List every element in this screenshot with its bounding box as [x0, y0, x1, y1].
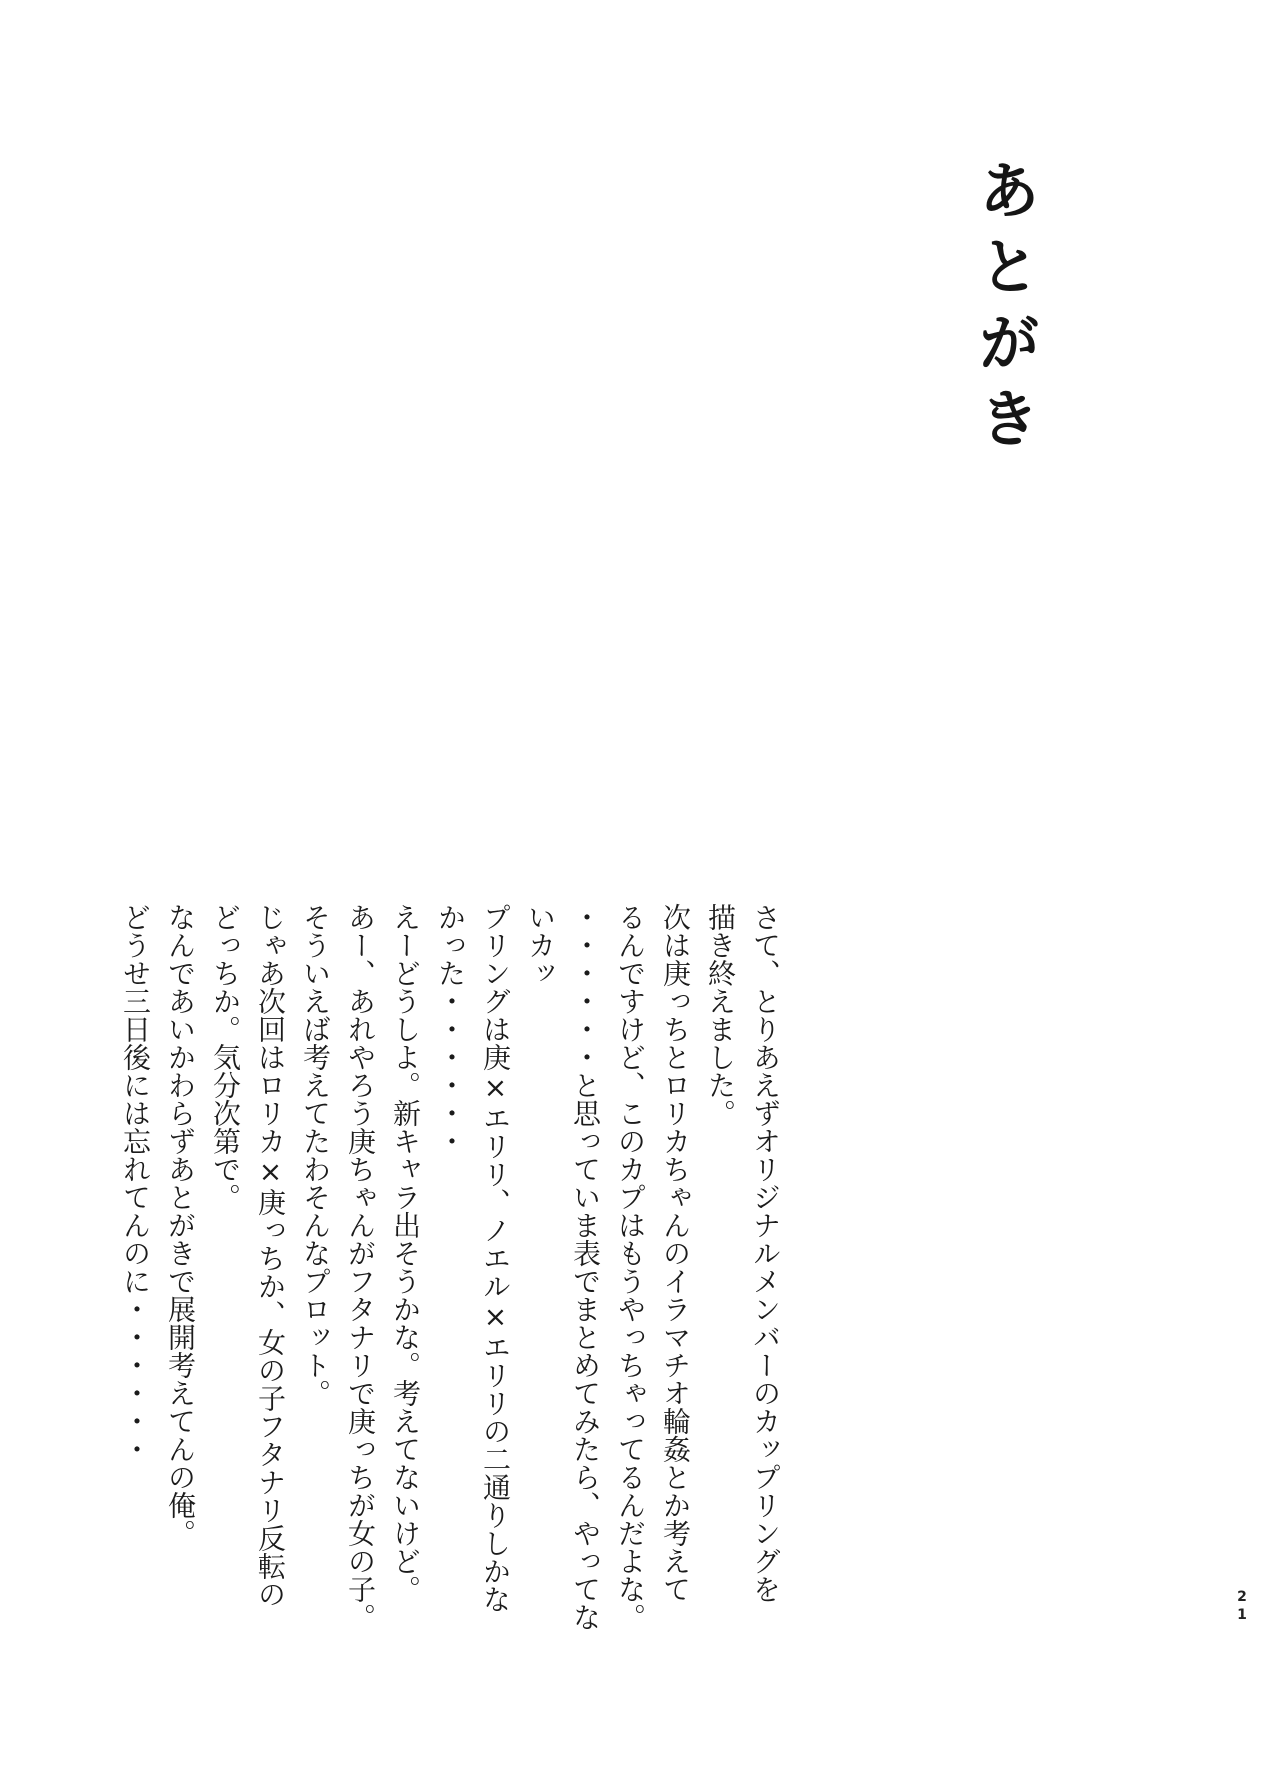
- body-line: どうせ三日後には忘れてんのに・・・・・・: [119, 903, 152, 1463]
- body-line: じゃあ次回はロリカ×庚っちか、女の子フタナリ反転の: [254, 903, 287, 1608]
- body-line: かった・・・・・・: [434, 903, 467, 1155]
- body-line: ・・・・・・と思っていま表でまとめてみたら、やってないカッ: [524, 903, 602, 1631]
- page-number: 21: [1234, 1589, 1250, 1625]
- body-line: どっちか。気分次第で。: [209, 903, 242, 1211]
- body-line: 描き終えました。: [704, 903, 737, 1127]
- afterword-body-text: [119, 903, 788, 1655]
- body-line: あー、あれやろう庚ちゃんがフタナリで庚っちが女の子。: [344, 903, 377, 1631]
- body-line: そういえば考えてたわそんなプロット。: [299, 903, 332, 1407]
- body-line: なんであいかわらずあとがきで展開考えてんの俺。: [164, 903, 197, 1547]
- body-line: 次は庚っちとロリカちゃんのイラマチオ輪姦とか考えて: [659, 903, 692, 1603]
- afterword-title: あとがき: [968, 158, 1041, 462]
- body-line: えーどうしよ。新キャラ出そうかな。考えてないけど。: [389, 903, 422, 1603]
- body-line: るんですけど、このカプはもうやっちゃってるんだよな。: [614, 903, 647, 1631]
- body-line: さて、とりあえずオリジナルメンバーのカップリングを: [749, 903, 782, 1603]
- body-line: プリングは庚×エリリ、ノエル×エリリの二通りしかな: [479, 903, 512, 1613]
